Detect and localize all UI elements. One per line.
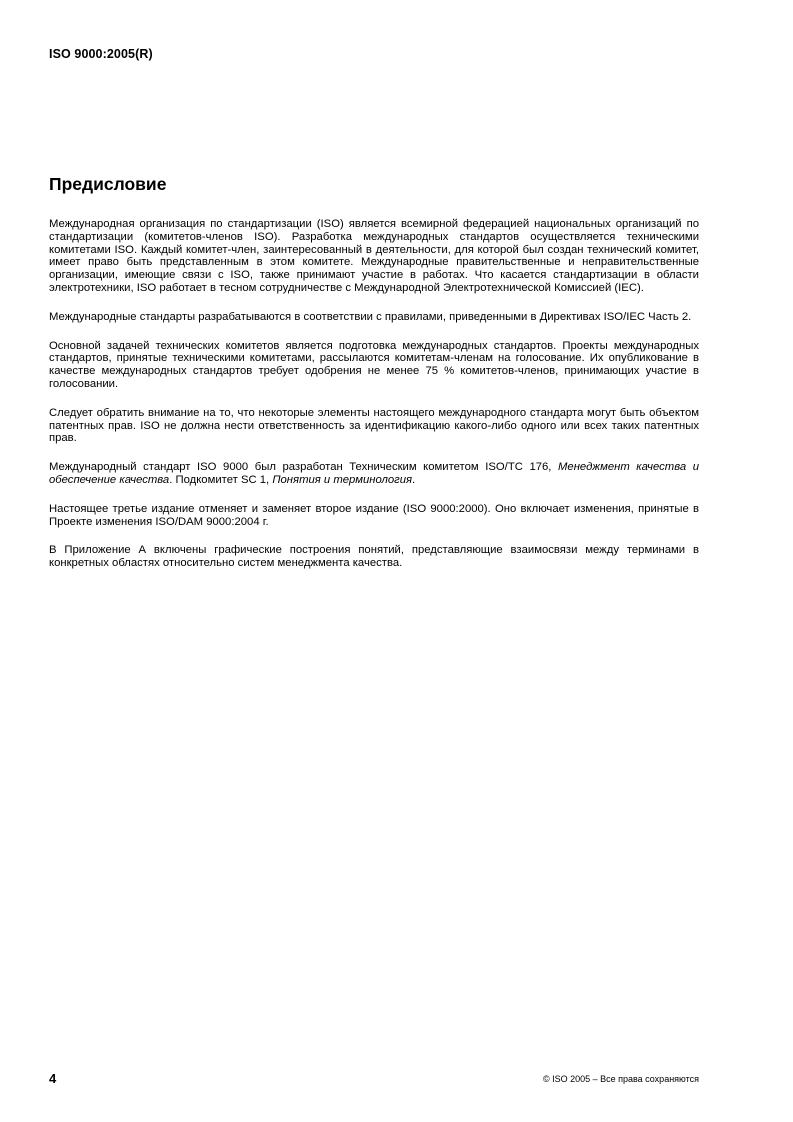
paragraph-tc176-subcommittee-name: Понятия и терминология [272, 473, 413, 486]
paragraph-directives: Международные стандарты разрабатываются в соответствии с правилами, приведенными в Директивах ISO/IEC Часть 2. [49, 310, 692, 323]
paragraph-edition: Настоящее третье издание отменяет и заменяет второе издание (ISO 9000:2000). Оно включает изменения, принятые в Проекте изменения ISO/DAM 9000:2004 г. [49, 502, 699, 528]
paragraph-annex-a: В Приложение А включены графические построения понятий, представляющие взаимосвязи между терминами в конкретных областях относительно систем менеджмента качества. [49, 544, 699, 570]
paragraph-tc176-text-2: . Подкомитет SC 1, [169, 473, 273, 486]
section-title: Предисловие [49, 174, 167, 194]
paragraph-committee-tasks: Основной задачей технических комитетов является подготовка международных стандартов. Проекты международных стандартов, принятые техническими комитетами, рассылаются комитетам-членам на голосование. Их опубликование в качестве международных стандартов требует одобрения не менее 75 % комитетов-членов, принимающих участие в голосовании. [49, 339, 699, 390]
document-header-code: ISO 9000:2005(R) [49, 47, 153, 61]
foreword-body [49, 218, 699, 586]
paragraph-tc176-committee-name: Менеджмент качества и обеспечение качества [49, 461, 699, 486]
paragraph-patent-rights: Следует обратить внимание на то, что некоторые элементы настоящего международного стандарта могут быть объектом патентных прав. ISO не должна нести ответственность за идентификацию какого-либо одного или всех таких патентных прав. [49, 406, 699, 445]
paragraph-iso-organization: Международная организация по стандартизации (ISO) является всемирной федерацией национальных организаций по стандартизации (комитетов-членов ISO). Разработка международных стандартов осуществляется техническими комитетами ISO. Каждый комитет-член, заинтересованный в деятельности, для которой был создан технический комитет, имеет право быть представленным в этом комитете. Международные правительственные и неправительственные организации, имеющие связи с ISO, также принимают участие в работах. Что касается стандартизации в области электротехники, ISO работает в тесном сотрудничестве с Международной Электротехнической Комиссией (IEC). [49, 218, 699, 294]
paragraph-tc176-text-1: Международный стандарт ISO 9000 был разработан Техническим комитетом ISO/TC 176, [49, 461, 558, 474]
paragraph-tc176 [49, 461, 699, 487]
paragraph-tc176-text-3: . [412, 473, 416, 486]
page-number: 4 [49, 1071, 57, 1086]
copyright-notice: © ISO 2005 – Все права сохраняются [542, 1074, 699, 1084]
